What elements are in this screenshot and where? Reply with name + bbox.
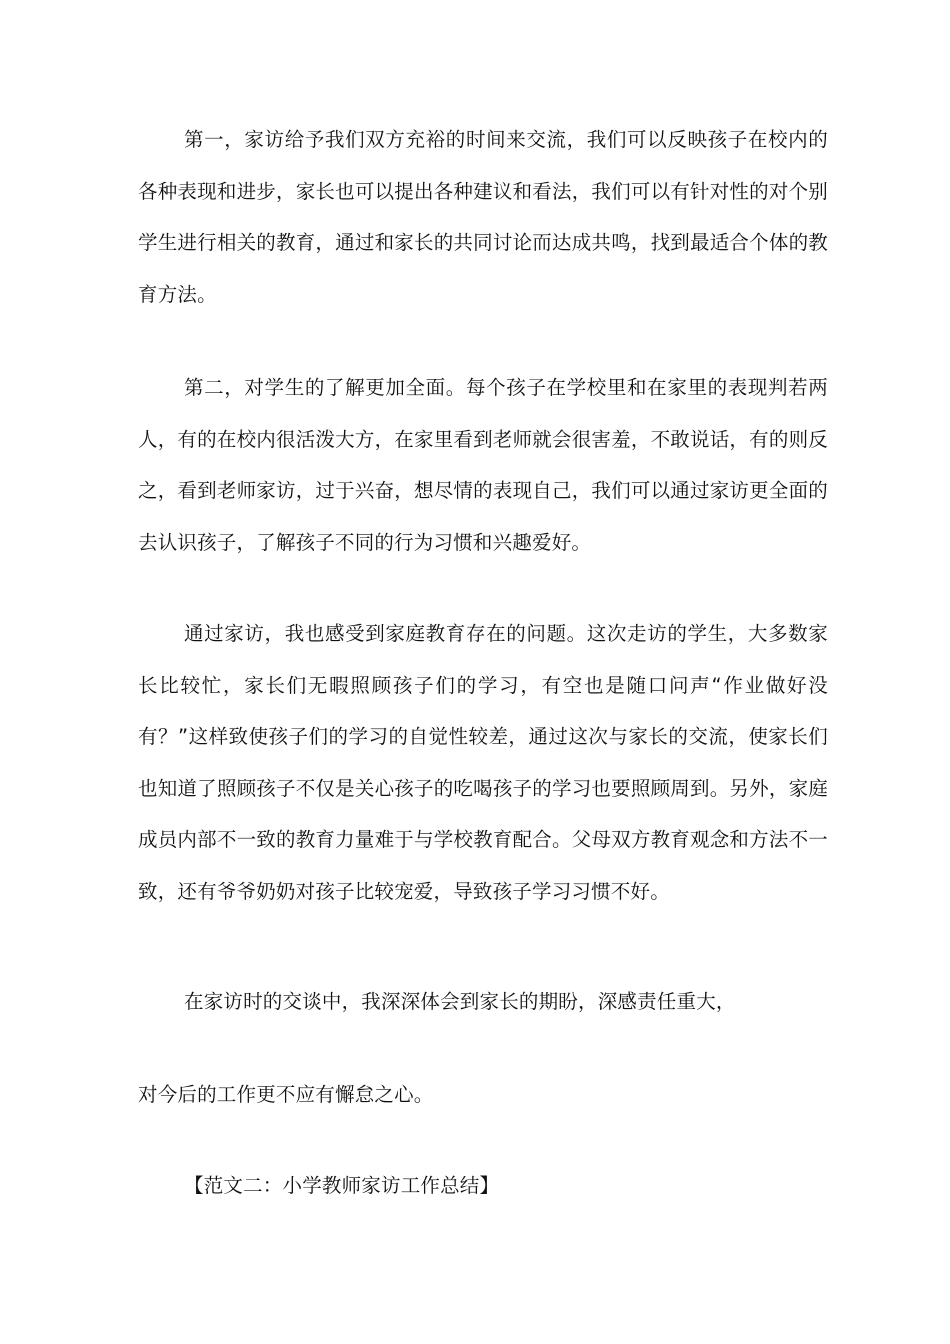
- paragraph-first-point: 第一，家访给予我们双方充裕的时间来交流，我们可以反映孩子在校内的各种表现和进步，家长也可以提出各种建议和看法，我们可以有针对性的对个别学生进行相关的教育，通过和家长的共同讨论而达成共鸣，找到最适合个体的教育方法。: [138, 128, 828, 306]
- section-heading: 【范文二：小学教师家访工作总结】: [184, 1174, 500, 1197]
- paragraph-reflection: 在家访时的交谈中，我深深体会到家长的期盼，深感责任重大，: [184, 990, 736, 1013]
- paragraph-reflection-continued: 对今后的工作更不应有懈怠之心。: [138, 1083, 434, 1106]
- paragraph-family-education-issues: 通过家访，我也感受到家庭教育存在的问题。这次走访的学生，大多数家长比较忙，家长们无暇照顾孩子们的学习，有空也是随口问声“作业做好没有？”这样致使孩子们的学习的自觉性较差，通过这次与家长的交流，使家长们也知道了照顾孩子不仅是关心孩子的吃喝孩子的学习也要照顾周到。另外，家庭成员内部不一致的教育力量难于与学校教育配合。父母双方教育观念和方法不一致，还有爷爷奶奶对孩子比较宠爱，导致孩子学习习惯不好。: [138, 622, 828, 903]
- paragraph-second-point: 第二，对学生的了解更加全面。每个孩子在学校里和在家里的表现判若两人，有的在校内很活泼大方，在家里看到老师就会很害羞，不敢说话，有的则反之，看到老师家访，过于兴奋，想尽情的表现自己，我们可以通过家访更全面的去认识孩子，了解孩子不同的行为习惯和兴趣爱好。: [138, 376, 828, 554]
